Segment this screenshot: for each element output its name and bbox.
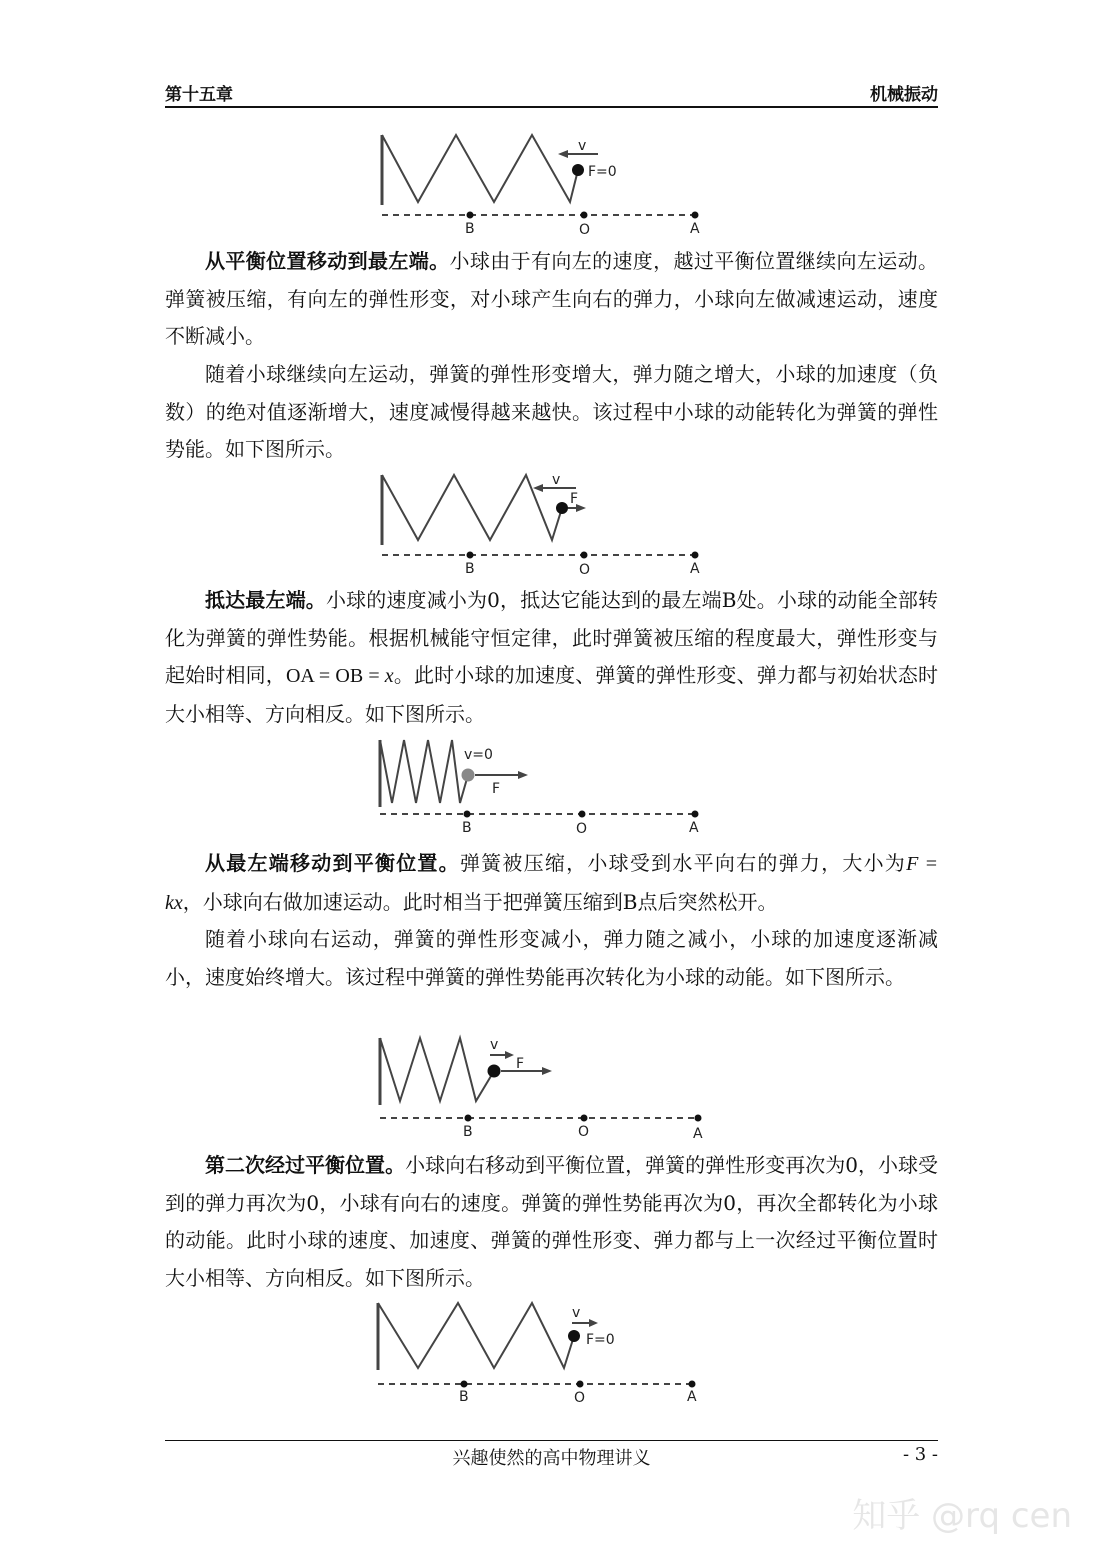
velocity-label: v (552, 472, 561, 488)
figure-equilibrium-moving-left (360, 130, 760, 240)
point-a-label: A (690, 221, 700, 237)
text-s4: 小球向右移动到平衡位置，弹簧的弹性形变再次为0，小球受到的弹力再次为0，小球有向右的速度。弹簧的弹性势能再次为0，再次全都转化为小球的动能。此时小球的速度、加速度、弹簧的弹性形变、弹力都与上一次经过平衡位置时大小相等、方向相反。如下图所示。 (165, 1153, 938, 1290)
point-a-label: A (687, 1389, 697, 1405)
point-b-label: B (465, 221, 475, 237)
heading-s2: 抵达最左端。 (205, 588, 326, 612)
velocity-label: v (578, 138, 587, 154)
footer-title: 兴趣使然的高中物理讲义 (452, 1448, 651, 1469)
watermark: 知乎 @rq cen (852, 1496, 1072, 1536)
paragraph-s3-2: 随着小球向右运动，弹簧的弹性形变减小，弹力随之减小，小球的加速度逐渐减小，速度始终增大。该过程中弹簧的弹性势能再次转化为小球的动能。如下图所示。 (165, 927, 938, 989)
heading-s1: 从平衡位置移动到最左端。 (205, 249, 450, 273)
force-zero-label: F=0 (588, 164, 617, 180)
point-a-label: A (690, 561, 700, 577)
text-s1: 小球由于有向左的速度，越过平衡位置继续向左运动。弹簧被压缩，有向左的弹性形变，对小球产生向右的弹力，小球向左做减速运动，速度不断减小。 (165, 249, 939, 348)
velocity-label: v (572, 1305, 581, 1321)
heading-s3: 从最左端移动到平衡位置。 (205, 851, 460, 875)
chapter-label: 第十五章 (165, 85, 233, 105)
text-s2-b: 。此时小球的加速度、弹簧的弹性形变、弹力都与初始状态时大小相等、方向相反。如下图所示。 (165, 663, 939, 726)
footer-divider (165, 1440, 938, 1441)
page-header (165, 78, 938, 108)
velocity-label: v (490, 1037, 499, 1053)
text-s3-b: ，小球向右做加速运动。此时相当于把弹簧压缩到B点后突然松开。 (182, 889, 778, 914)
topic-label: 机械振动 (870, 85, 938, 105)
point-o-label: O (579, 562, 591, 578)
equation-x: x (384, 665, 394, 687)
paragraph-s3 (165, 845, 938, 922)
force-label: F (570, 491, 579, 507)
text-s2-a: 小球的速度减小为0，抵达它能达到的最左端B处。小球的动能全部转化为弹簧的弹性势能。根据机械能守恒定律，此时弹簧被压缩的程度最大，弹性形变与起始时相同， (165, 588, 939, 687)
figure-moving-right (360, 1033, 760, 1143)
point-a-label: A (689, 820, 699, 836)
point-b-label: B (463, 1124, 473, 1140)
point-b-label: B (459, 1389, 469, 1405)
velocity-zero-label: v=0 (464, 747, 493, 763)
figure-equilibrium-moving-right (360, 1298, 760, 1408)
paragraph-s1-2: 随着小球继续向左运动，弹簧的弹性形变增大，弹力随之增大，小球的加速度（负数）的绝对值逐渐增大，速度减慢得越来越快。该过程中小球的动能转化为弹簧的弹性势能。如下图所示。 (165, 362, 938, 461)
equation-f-kx: F = kx (165, 853, 939, 914)
point-o-label: O (574, 1390, 586, 1406)
force-zero-label: F=0 (586, 1332, 615, 1348)
figure-compressing (360, 470, 760, 580)
point-o-label: O (576, 821, 588, 837)
figure-max-left (360, 735, 760, 845)
point-b-label: B (462, 820, 472, 836)
paragraph-s2 (165, 582, 938, 733)
paragraph-s1 (165, 243, 938, 356)
force-label: F (516, 1056, 525, 1072)
heading-s4: 第二次经过平衡位置。 (205, 1153, 406, 1177)
point-b-label: B (465, 561, 475, 577)
point-a-label: A (693, 1126, 703, 1142)
paragraph-s4 (165, 1147, 938, 1297)
point-o-label: O (578, 1124, 590, 1140)
page-number: - 3 - (902, 1444, 938, 1465)
equation-oa-ob: OA = OB = (285, 665, 385, 687)
force-label: F (492, 781, 501, 797)
text-s3-a: 弹簧被压缩，小球受到水平向右的弹力，大小为 (459, 851, 907, 875)
point-o-label: O (579, 222, 591, 238)
